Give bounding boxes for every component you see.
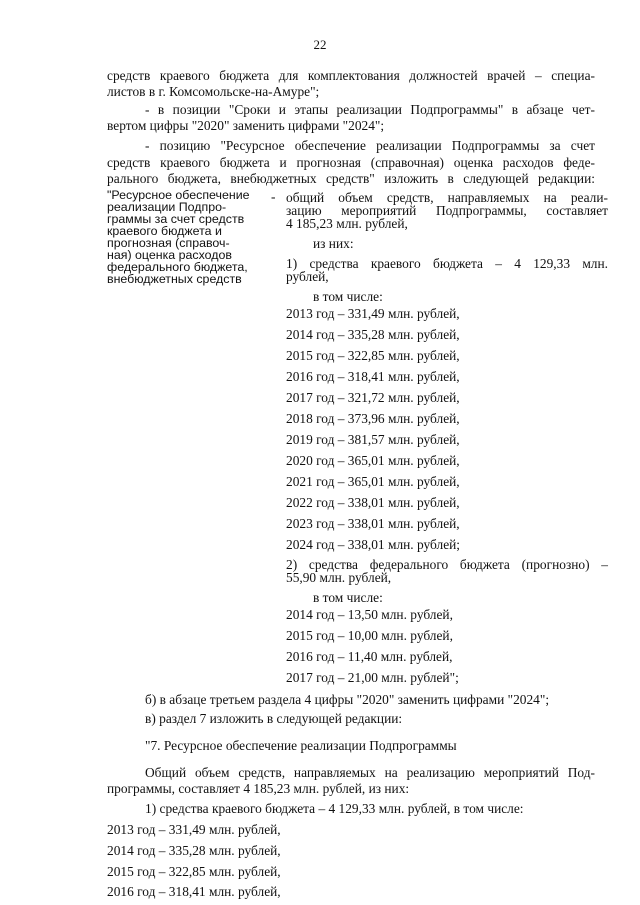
- table-regional-year: 2022 год – 338,01 млн. рублей,: [286, 495, 460, 510]
- table-regional-year: 2020 год – 365,01 млн. рублей,: [286, 453, 460, 468]
- table-including-2: в том числе:: [313, 590, 383, 605]
- section-7-heading: "7. Ресурсное обеспечение реализации Подпрограммы: [145, 738, 457, 753]
- section-7-regional: 1) средства краевого бюджета – 4 129,33 млн. рублей, в том числе:: [145, 801, 524, 816]
- section-7-year: 2016 год – 318,41 млн. рублей,: [107, 884, 281, 899]
- table-including-1: в том числе:: [313, 289, 383, 304]
- table-federal-line-2: 55,90 млн. рублей,: [286, 570, 392, 585]
- intro-line-2: листов в г. Комсомольске-на-Амуре";: [107, 84, 320, 99]
- table-regional-year: 2024 год – 338,01 млн. рублей;: [286, 537, 461, 552]
- table-left-line: краевого бюджета и: [107, 224, 222, 238]
- page-number: 22: [313, 37, 327, 52]
- table-federal-year: 2015 год – 10,00 млн. рублей,: [286, 628, 453, 643]
- table-regional-line-2: рублей,: [286, 269, 329, 284]
- section-7-total-line-2: программы, составляет 4 185,23 млн. рублей, из них:: [107, 781, 410, 796]
- table-dash: -: [271, 189, 276, 204]
- table-regional-year: 2016 год – 318,41 млн. рублей,: [286, 369, 460, 384]
- table-federal-year: 2014 год – 13,50 млн. рублей,: [286, 607, 453, 622]
- table-regional-year: 2015 год – 322,85 млн. рублей,: [286, 348, 460, 363]
- intro-line-7: рального бюджета, внебюджетных средств" изложить в следующей редакции:: [107, 171, 595, 186]
- table-regional-year: 2014 год – 335,28 млн. рублей,: [286, 327, 460, 342]
- section-7-total-line-1: Общий объем средств, направляемых на реализацию мероприятий Под-: [145, 765, 595, 780]
- table-federal-line-1: 2) средства федерального бюджета (прогнозно) –: [286, 557, 608, 572]
- table-left-line: "Ресурсное обеспечение: [107, 188, 250, 202]
- table-regional-year: 2019 год – 381,57 млн. рублей,: [286, 432, 460, 447]
- table-regional-year: 2021 год – 365,01 млн. рублей,: [286, 474, 460, 489]
- table-left-line: федерального бюджета,: [107, 260, 248, 274]
- table-total-line-2: зацию мероприятий Подпрограммы, составляет: [286, 203, 608, 218]
- table-left-line: внебюджетных средств: [107, 272, 242, 286]
- para-b: б) в абзаце третьем раздела 4 цифры "2020" заменить цифрами "2024";: [145, 692, 550, 707]
- para-v: в) раздел 7 изложить в следующей редакции:: [145, 711, 403, 726]
- intro-line-3: - в позиции "Сроки и этапы реализации Подпрограммы" в абзаце чет-: [145, 102, 595, 117]
- table-left-line: прогнозная (справоч-: [107, 236, 230, 250]
- section-7-year: 2015 год – 322,85 млн. рублей,: [107, 864, 281, 879]
- table-regional-line-1: 1) средства краевого бюджета – 4 129,33 млн.: [286, 256, 608, 271]
- intro-line-6: средств краевого бюджета и прогнозная (справочная) оценка расходов феде-: [107, 155, 595, 170]
- section-7-year: 2013 год – 331,49 млн. рублей,: [107, 822, 281, 837]
- table-regional-year: 2023 год – 338,01 млн. рублей,: [286, 516, 460, 531]
- intro-line-4: вертом цифры "2020" заменить цифрами "2024";: [107, 118, 385, 133]
- table-left-line: реализации Подпро-: [107, 200, 227, 214]
- table-left-column: [107, 189, 267, 285]
- table-federal-year: 2016 год – 11,40 млн. рублей,: [286, 649, 453, 664]
- table-total-line-1: общий объем средств, направляемых на реали-: [286, 190, 608, 205]
- table-regional-year: 2017 год – 321,72 млн. рублей,: [286, 390, 460, 405]
- table-regional-year: 2018 год – 373,96 млн. рублей,: [286, 411, 460, 426]
- table-federal-year: 2017 год – 21,00 млн. рублей";: [286, 670, 459, 685]
- table-total-line-3: 4 185,23 млн. рублей,: [286, 216, 408, 231]
- intro-line-1: средств краевого бюджета для комплектования должностей врачей – специа-: [107, 68, 595, 83]
- table-of-them: из них:: [313, 236, 354, 251]
- intro-line-5: - позицию "Ресурсное обеспечение реализации Подпрограммы за счет: [145, 138, 595, 153]
- table-left-line: ная) оценка расходов: [107, 248, 232, 262]
- table-regional-year: 2013 год – 331,49 млн. рублей,: [286, 306, 460, 321]
- table-left-line: граммы за счет средств: [107, 212, 245, 226]
- section-7-year: 2014 год – 335,28 млн. рублей,: [107, 843, 281, 858]
